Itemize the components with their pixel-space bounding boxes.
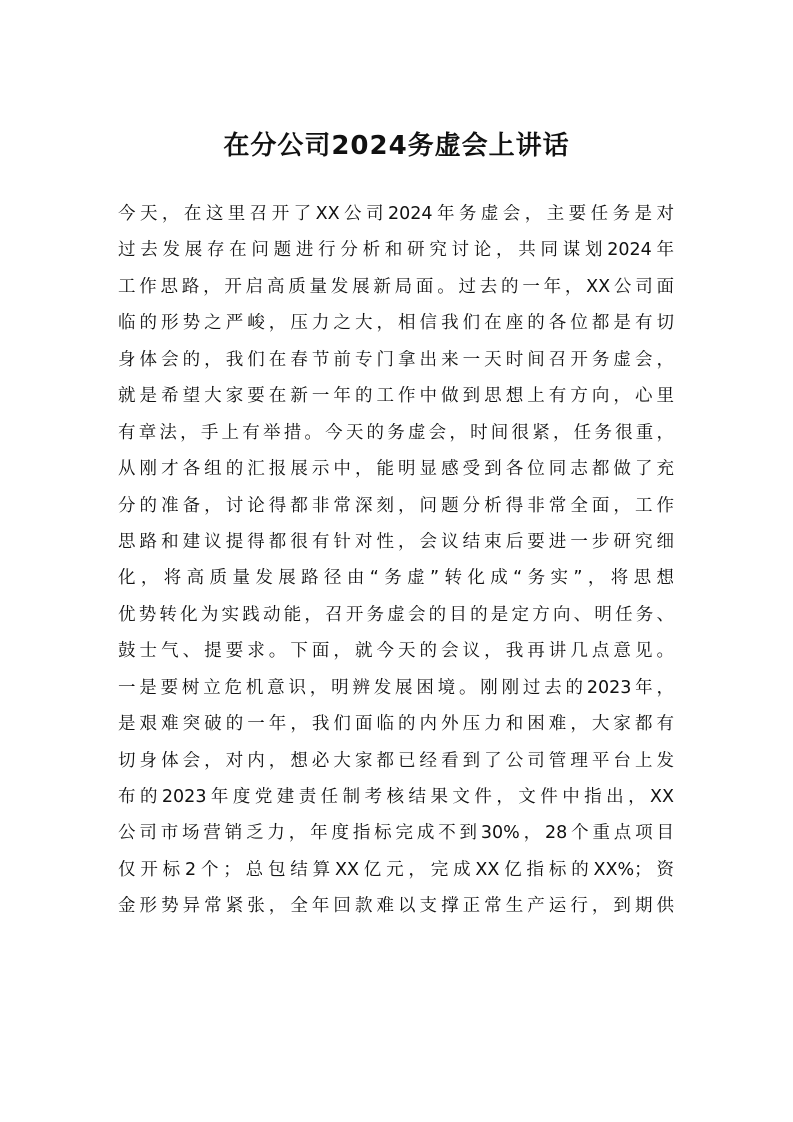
body-line: 就是希望大家要在新一年的工作中做到思想上有方向，心里 [118,386,674,407]
body-line: 优势转化为实践动能，召开务虚会的目的是定方向、明任务、 [118,604,674,625]
body-line: 今天，在这里召开了XX公司2024年务虚会，主要任务是对 [118,204,674,224]
body-line: 仅开标2个；总包结算XX亿元，完成XX亿指标的XX%；资 [118,859,674,880]
body-line: 金形势异常紧张，全年回款难以支撑正常生产运行，到期供 [118,896,674,917]
body-line: 化，将高质量发展路径由“务虚”转化成“务实”，将思想 [118,568,674,589]
body-line: 公司市场营销乏力，年度指标完成不到30%，28个重点项目 [118,823,674,844]
document-title: 在分公司2024务虚会上讲话 [223,131,570,161]
body-line: 工作思路，开启高质量发展新局面。过去的一年，XX公司面 [118,276,674,297]
body-line: 有章法，手上有举措。今天的务虚会，时间很紧，任务很重， [118,422,674,443]
body-line: 身体会的，我们在春节前专门拿出来一天时间召开务虚会， [118,349,674,370]
body-line: 切身体会，对内，想必大家都已经看到了公司管理平台上发 [118,750,674,771]
body-line: 从刚才各组的汇报展示中，能明显感受到各位同志都做了充 [118,459,674,480]
body-line: 鼓士气、提要求。下面，就今天的会议，我再讲几点意见。 [118,641,674,662]
body-line: 过去发展存在问题进行分析和研究讨论，共同谋划2024年 [118,240,674,261]
body-line: 布的2023年度党建责任制考核结果文件，文件中指出，XX [118,787,674,807]
body-line: 思路和建议提得都很有针对性，会议结束后要进一步研究细 [118,531,674,552]
body-line: 分的准备，讨论得都非常深刻，问题分析得非常全面，工作 [118,495,674,516]
body-line: 临的形势之严峻，压力之大，相信我们在座的各位都是有切 [118,313,674,334]
document-body [118,196,674,925]
body-line: 是艰难突破的一年，我们面临的内外压力和困难，大家都有 [118,714,674,735]
body-line: 一是要树立危机意识，明辨发展困境。刚刚过去的2023年， [118,677,674,698]
